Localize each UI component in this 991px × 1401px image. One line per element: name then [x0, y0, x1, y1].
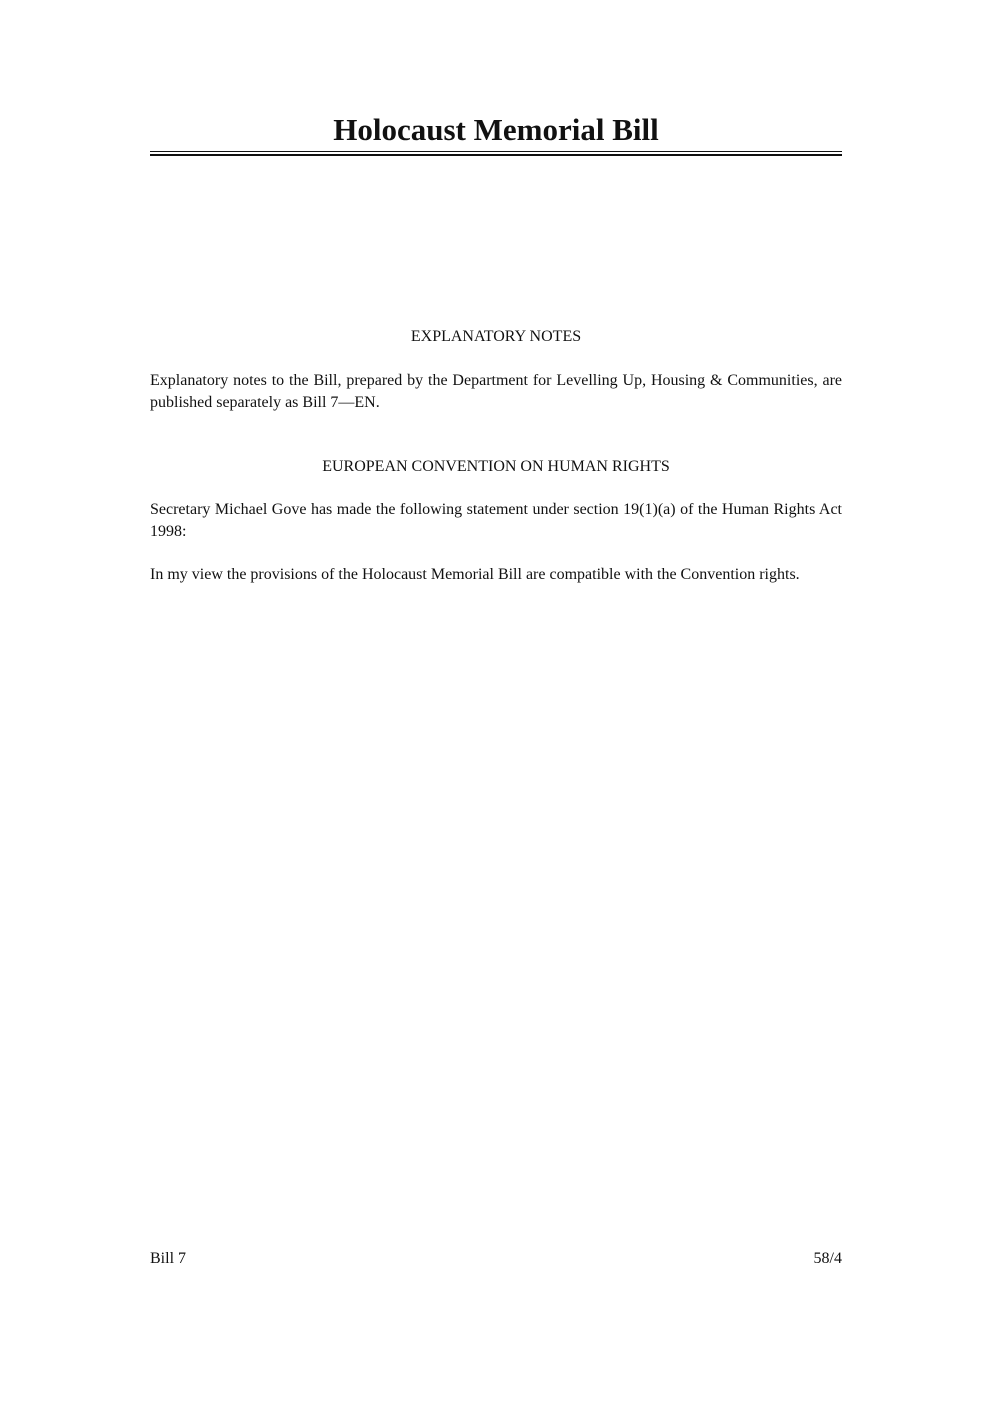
page-footer [150, 1248, 842, 1270]
section-heading-echr: EUROPEAN CONVENTION ON HUMAN RIGHTS [322, 458, 670, 475]
echr-compatibility-paragraph: In my view the provisions of the Holocaust Memorial Bill are compatible with the Convention rights. [150, 566, 800, 583]
title-rule-thin [150, 151, 842, 152]
footer-bill-number: Bill 7 [150, 1250, 187, 1267]
title-rule-thick [150, 154, 842, 156]
section-heading-explanatory-notes: EXPLANATORY NOTES [410, 328, 582, 345]
echr-statement-paragraph: Secretary Michael Gove has made the following statement under section 19(1)(a) of the Human Rights Act 1998: [150, 501, 842, 540]
footer-reference: 58/4 [813, 1250, 842, 1267]
document-title: Holocaust Memorial Bill [333, 112, 659, 147]
explanatory-notes-paragraph: Explanatory notes to the Bill, prepared by the Department for Levelling Up, Housing & Communities, are published separately as Bill 7—EN. [150, 372, 842, 411]
